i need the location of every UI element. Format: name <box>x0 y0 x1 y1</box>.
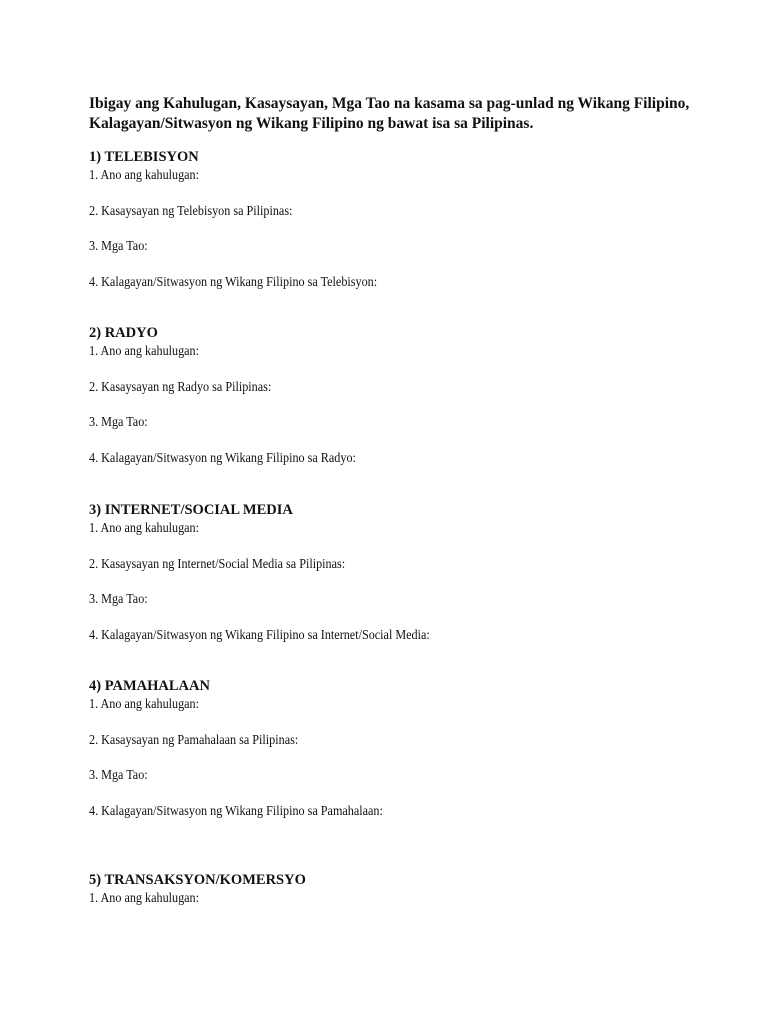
section-title: 5) TRANSAKSYON/KOMERSYO <box>89 872 306 888</box>
section-transaksyon-komersyo <box>89 871 729 907</box>
section-title: 2) RADYO <box>89 325 158 341</box>
question-item: 2. Kasaysayan ng Radyo sa Pilipinas: <box>89 378 272 394</box>
question-item: 2. Kasaysayan ng Pamahalaan sa Pilipinas: <box>89 731 299 747</box>
question-item: 3. Mga Tao: <box>89 767 148 782</box>
section-radyo <box>89 324 729 467</box>
question-item: 2. Kasaysayan ng Internet/Social Media sa Pilipinas: <box>89 555 346 571</box>
question-item: 3. Mga Tao: <box>89 591 148 606</box>
question-item: 1. Ano ang kahulugan: <box>89 890 200 905</box>
section-title: 1) TELEBISYON <box>89 149 199 165</box>
section-title: 4) PAMAHALAAN <box>89 678 210 694</box>
question-item: 2. Kasaysayan ng Telebisyon sa Pilipinas: <box>89 202 293 218</box>
question-item: 1. Ano ang kahulugan: <box>89 167 200 182</box>
instruction-line: Kalagayan/Sitwasyon ng Wikang Filipino ng bawat isa sa Pilipinas. <box>89 115 534 132</box>
section-title: 3) INTERNET/SOCIAL MEDIA <box>89 502 293 518</box>
question-item: 1. Ano ang kahulugan: <box>89 696 200 711</box>
question-item: 4. Kalagayan/Sitwasyon ng Wikang Filipino sa Internet/Social Media: <box>89 626 430 642</box>
question-item: 4. Kalagayan/Sitwasyon ng Wikang Filipino sa Pamahalaan: <box>89 802 383 818</box>
question-item: 4. Kalagayan/Sitwasyon ng Wikang Filipino sa Telebisyon: <box>89 273 378 289</box>
question-item: 3. Mga Tao: <box>89 238 148 253</box>
section-telebisyon <box>89 148 729 291</box>
question-item: 1. Ano ang kahulugan: <box>89 520 200 535</box>
section-pamahalaan <box>89 677 729 820</box>
question-item: 1. Ano ang kahulugan: <box>89 343 200 358</box>
question-item: 4. Kalagayan/Sitwasyon ng Wikang Filipino sa Radyo: <box>89 449 356 465</box>
question-item: 3. Mga Tao: <box>89 414 148 429</box>
instruction-line: Ibigay ang Kahulugan, Kasaysayan, Mga Tao na kasama sa pag-unlad ng Wikang Filipino, <box>89 95 690 112</box>
instruction-paragraph <box>89 94 709 134</box>
section-internet-social-media <box>89 501 729 644</box>
